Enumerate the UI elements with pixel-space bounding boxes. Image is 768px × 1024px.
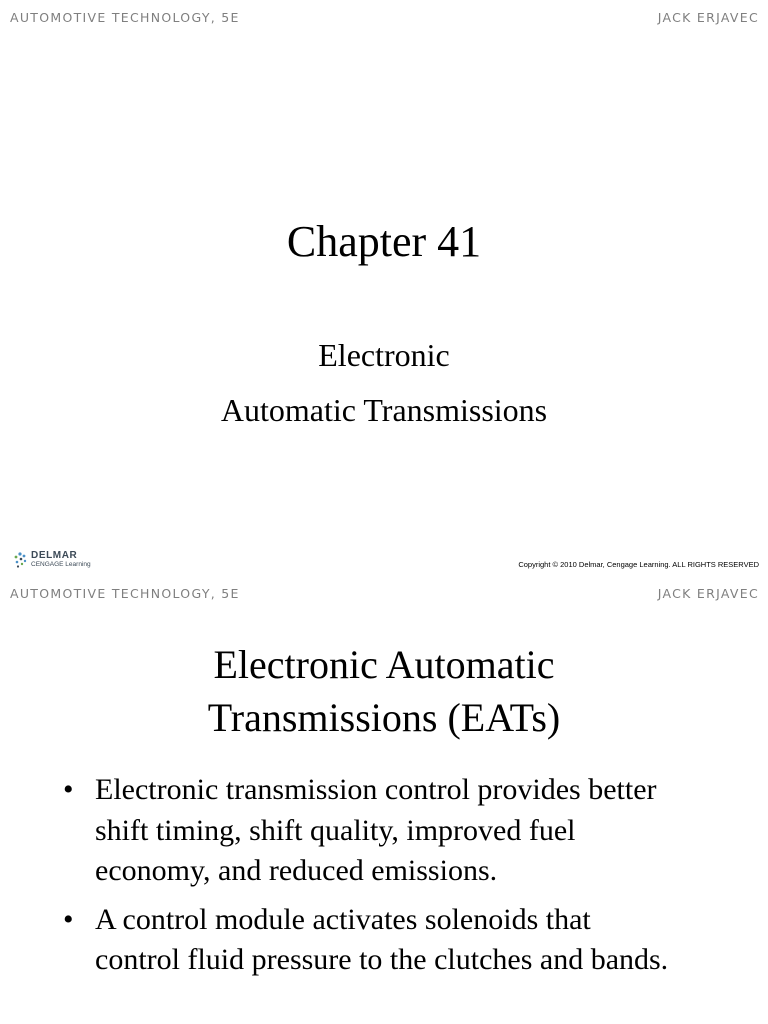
header-book-title: AUTOMOTIVE TECHNOLOGY, 5E xyxy=(10,586,240,601)
slide-title-line-1: Electronic Automatic xyxy=(213,642,555,687)
slide-title xyxy=(0,638,768,744)
slide-2 xyxy=(0,580,768,1024)
logo-brand: DELMAR xyxy=(31,550,78,561)
bullet-marker: • xyxy=(63,773,74,806)
publisher-logo xyxy=(13,551,91,569)
chapter-subtitle-line-1: Electronic xyxy=(318,337,450,373)
bullet-item xyxy=(60,900,680,981)
delmar-dots-logo-icon xyxy=(13,552,27,568)
slide-title-line-2: Transmissions (EATs) xyxy=(207,695,561,740)
chapter-subtitle-line-2: Automatic Transmissions xyxy=(220,392,548,428)
bullet-list xyxy=(60,770,680,989)
header-author: JACK ERJAVEC xyxy=(657,586,759,601)
copyright-notice: Copyright © 2010 Delmar, Cengage Learning. ALL RIGHTS RESERVED xyxy=(518,560,759,569)
bullet-marker: • xyxy=(63,902,74,936)
logo-subtitle: CENGAGE Learning xyxy=(31,561,91,568)
header-book-title: AUTOMOTIVE TECHNOLOGY, 5E xyxy=(10,10,240,25)
bullet-text: A control module activates solenoids that control fluid pressure to the clutches and bands. xyxy=(95,902,669,976)
header-author: JACK ERJAVEC xyxy=(657,10,759,25)
bullet-item xyxy=(60,770,680,892)
chapter-title: Chapter 41 xyxy=(286,217,482,266)
bullet-text: Electronic transmission control provides better shift timing, shift quality, improved fuel economy, and reduced emissions. xyxy=(95,773,657,887)
